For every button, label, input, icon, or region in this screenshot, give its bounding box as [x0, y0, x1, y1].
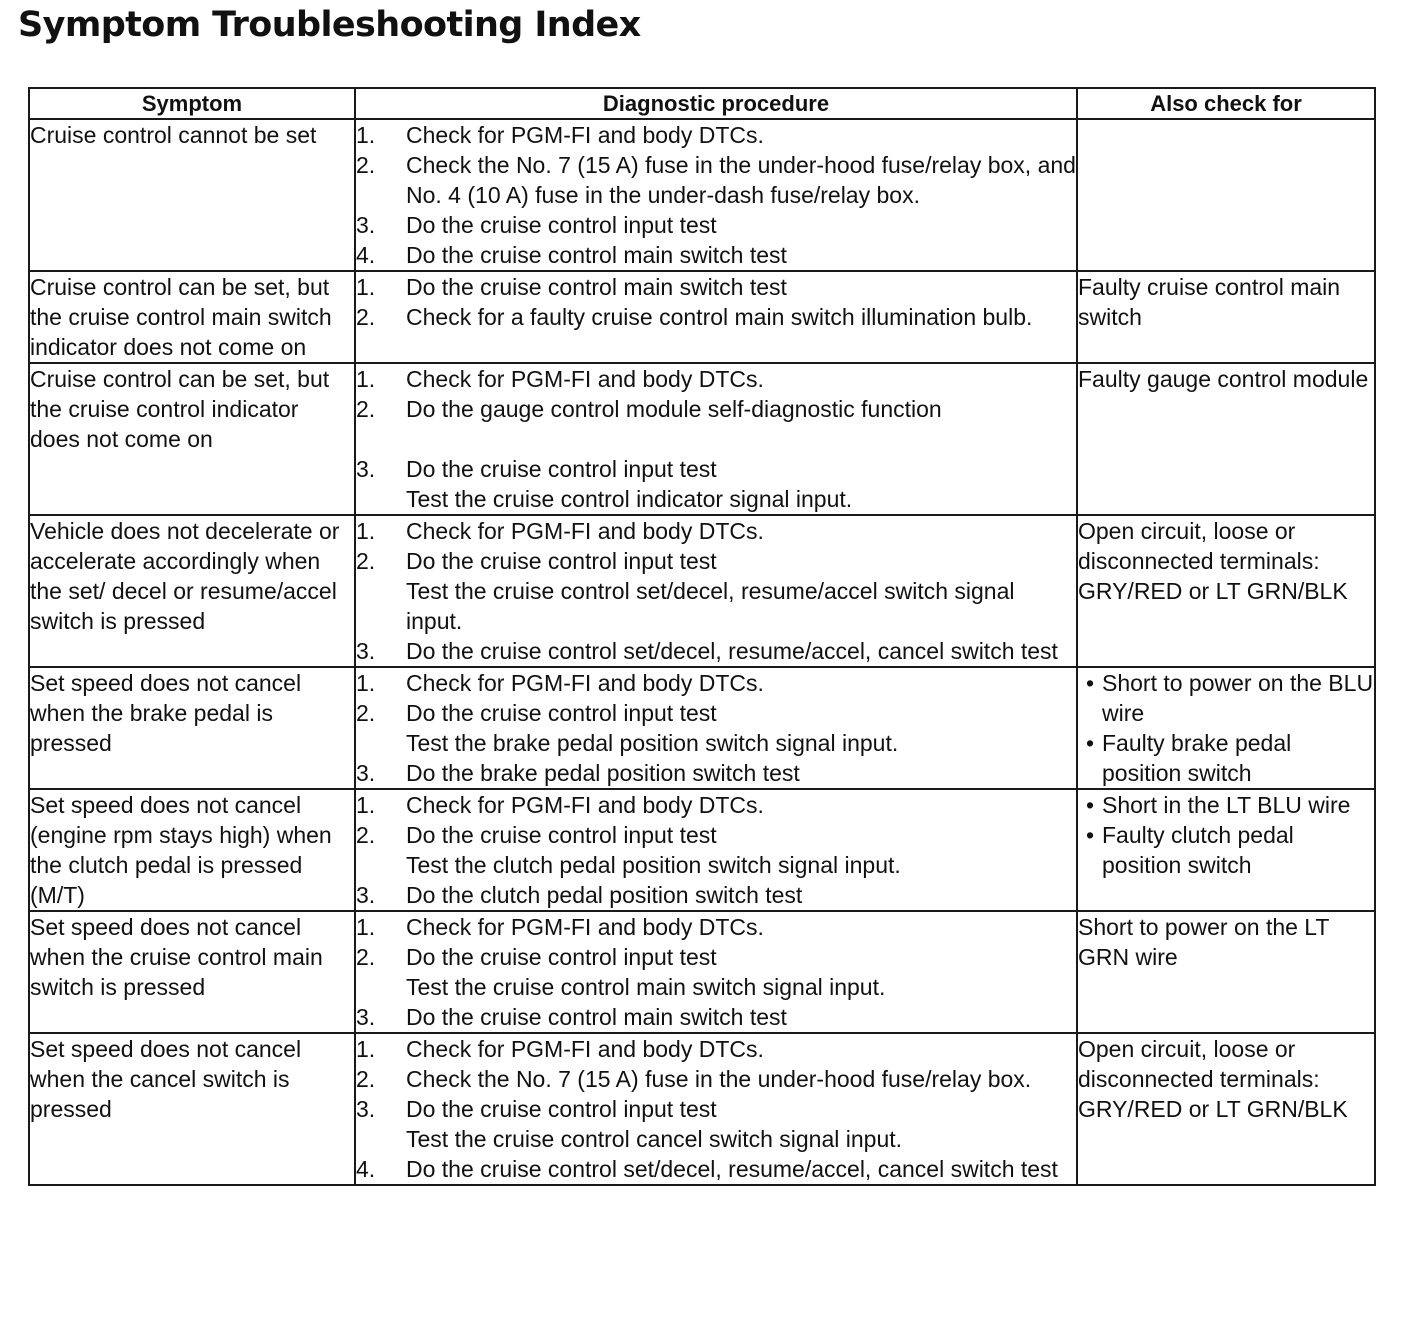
also-check-item [1078, 728, 1374, 788]
procedure-step [356, 454, 1076, 514]
step-text: Do the cruise control main switch test [406, 1004, 787, 1030]
also-check-text: Faulty brake pedal position switch [1102, 730, 1292, 786]
procedure-cell [355, 515, 1077, 667]
table-row [29, 1033, 1375, 1185]
procedure-step [356, 546, 1076, 636]
procedure-step [356, 636, 1076, 666]
step-text: Do the cruise control input test [406, 548, 717, 574]
step-text: Do the cruise control input test [406, 212, 717, 238]
step-note: Test the cruise control indicator signal input. [406, 486, 853, 512]
also-check-text: Short in the LT BLU wire [1102, 792, 1351, 818]
column-header-also-check: Also check for [1077, 88, 1375, 119]
procedure-step [356, 394, 1076, 424]
also-check-item [1078, 668, 1374, 728]
column-header-procedure: Diagnostic procedure [355, 88, 1077, 119]
symptom-cell: Cruise control cannot be set [29, 119, 355, 271]
step-number: 2. [356, 548, 376, 574]
procedure-steps [356, 912, 1076, 1032]
procedure-step [356, 912, 1076, 942]
step-number: 2. [356, 304, 376, 330]
step-number: 2. [356, 1066, 376, 1092]
step-text: Do the gauge control module self-diagnostic function [406, 396, 942, 422]
also-check-cell [1077, 789, 1375, 911]
procedure-steps [356, 364, 1076, 514]
step-text: Check for PGM-FI and body DTCs. [406, 1036, 764, 1062]
step-text: Check for a faulty cruise control main switch illumination bulb. [406, 304, 1033, 330]
procedure-step [356, 942, 1076, 1002]
symptom-cell: Cruise control can be set, but the cruise control main switch indicator does not come on [29, 271, 355, 363]
procedure-step [356, 364, 1076, 394]
step-note: Test the cruise control set/decel, resume/accel switch signal input. [406, 578, 1015, 634]
step-text: Do the cruise control input test [406, 822, 717, 848]
step-text: Check for PGM-FI and body DTCs. [406, 792, 764, 818]
also-check-cell: Faulty cruise control main switch [1077, 271, 1375, 363]
procedure-cell [355, 119, 1077, 271]
bullet-icon: • [1085, 670, 1095, 696]
step-number: 3. [356, 760, 376, 786]
also-check-cell: Open circuit, loose or disconnected terminals: GRY/RED or LT GRN/BLK [1077, 1033, 1375, 1185]
table-row [29, 667, 1375, 789]
procedure-cell [355, 363, 1077, 515]
step-text: Do the cruise control main switch test [406, 274, 787, 300]
step-number: 3. [356, 1096, 376, 1122]
procedure-step [356, 820, 1076, 880]
table-header-row [29, 88, 1375, 119]
step-number: 1. [356, 122, 376, 148]
procedure-step [356, 790, 1076, 820]
procedure-cell [355, 1033, 1077, 1185]
procedure-step [356, 698, 1076, 758]
step-text: Do the cruise control set/decel, resume/accel, cancel switch test [406, 1156, 1058, 1182]
step-number: 2. [356, 152, 376, 178]
also-check-list [1078, 668, 1374, 788]
step-note: Test the brake pedal position switch signal input. [406, 730, 899, 756]
also-check-list [1078, 790, 1374, 880]
procedure-step [356, 758, 1076, 788]
also-check-item [1078, 790, 1374, 820]
step-text: Check for PGM-FI and body DTCs. [406, 366, 764, 392]
procedure-step [356, 1154, 1076, 1184]
procedure-step [356, 150, 1076, 210]
step-number: 4. [356, 1156, 376, 1182]
step-number: 2. [356, 822, 376, 848]
symptom-cell: Cruise control can be set, but the cruise control indicator does not come on [29, 363, 355, 515]
step-number: 1. [356, 366, 376, 392]
step-number: 3. [356, 882, 376, 908]
step-note: Test the cruise control main switch signal input. [406, 974, 886, 1000]
bullet-icon: • [1085, 792, 1095, 818]
symptom-index-table [28, 87, 1376, 1186]
procedure-steps [356, 272, 1076, 332]
step-text: Do the cruise control input test [406, 700, 717, 726]
procedure-step [356, 1034, 1076, 1064]
step-number: 1. [356, 1036, 376, 1062]
step-text: Do the brake pedal position switch test [406, 760, 800, 786]
step-number: 3. [356, 1004, 376, 1030]
procedure-steps [356, 668, 1076, 788]
also-check-cell [1077, 667, 1375, 789]
page-title: Symptom Troubleshooting Index [18, 5, 641, 45]
procedure-step [356, 516, 1076, 546]
procedure-cell [355, 271, 1077, 363]
step-note: Test the cruise control cancel switch signal input. [406, 1126, 903, 1152]
procedure-steps [356, 120, 1076, 270]
table-row [29, 789, 1375, 911]
procedure-step [356, 302, 1076, 332]
also-check-text: Faulty clutch pedal position switch [1102, 822, 1294, 878]
table-row [29, 271, 1375, 363]
procedure-cell [355, 911, 1077, 1033]
also-check-cell: Short to power on the LT GRN wire [1077, 911, 1375, 1033]
step-number: 2. [356, 944, 376, 970]
table-row [29, 515, 1375, 667]
table-row [29, 119, 1375, 271]
also-check-cell [1077, 119, 1375, 271]
step-text: Check the No. 7 (15 A) fuse in the under-hood fuse/relay box, and No. 4 (10 A) fuse in the under-dash fuse/relay box. [406, 152, 1076, 208]
also-check-item [1078, 820, 1374, 880]
bullet-icon: • [1085, 730, 1095, 756]
procedure-step [356, 1064, 1076, 1094]
also-check-cell: Open circuit, loose or disconnected terminals: GRY/RED or LT GRN/BLK [1077, 515, 1375, 667]
step-note: Test the clutch pedal position switch signal input. [406, 852, 901, 878]
procedure-steps [356, 1034, 1076, 1184]
step-number: 2. [356, 700, 376, 726]
step-text: Do the cruise control set/decel, resume/accel, cancel switch test [406, 638, 1058, 664]
procedure-steps [356, 516, 1076, 666]
step-text: Check the No. 7 (15 A) fuse in the under-hood fuse/relay box. [406, 1066, 1032, 1092]
step-text: Do the clutch pedal position switch test [406, 882, 803, 908]
step-number: 4. [356, 242, 376, 268]
also-check-text: Short to power on the BLU wire [1102, 670, 1374, 726]
step-text: Do the cruise control main switch test [406, 242, 787, 268]
step-number: 1. [356, 670, 376, 696]
step-text: Check for PGM-FI and body DTCs. [406, 670, 764, 696]
step-text: Check for PGM-FI and body DTCs. [406, 914, 764, 940]
table-row [29, 911, 1375, 1033]
step-number: 1. [356, 914, 376, 940]
symptom-cell: Set speed does not cancel when the cancel switch is pressed [29, 1033, 355, 1185]
also-check-cell: Faulty gauge control module [1077, 363, 1375, 515]
procedure-step [356, 120, 1076, 150]
step-text: Do the cruise control input test [406, 944, 717, 970]
procedure-step [356, 1094, 1076, 1154]
step-text: Check for PGM-FI and body DTCs. [406, 518, 764, 544]
bullet-icon: • [1085, 822, 1095, 848]
step-text: Do the cruise control input test [406, 456, 717, 482]
symptom-cell: Vehicle does not decelerate or accelerate accordingly when the set/ decel or resume/accel switch is pressed [29, 515, 355, 667]
step-number: 2. [356, 396, 376, 422]
step-number: 1. [356, 274, 376, 300]
symptom-cell: Set speed does not cancel when the cruise control main switch is pressed [29, 911, 355, 1033]
step-number: 3. [356, 638, 376, 664]
procedure-step [356, 272, 1076, 302]
table-row [29, 363, 1375, 515]
procedure-steps [356, 790, 1076, 910]
procedure-cell [355, 789, 1077, 911]
procedure-step [356, 210, 1076, 240]
column-header-symptom: Symptom [29, 88, 355, 119]
step-number: 1. [356, 518, 376, 544]
procedure-step [356, 240, 1076, 270]
procedure-step [356, 668, 1076, 698]
step-number: 3. [356, 212, 376, 238]
procedure-step [356, 1002, 1076, 1032]
step-text: Check for PGM-FI and body DTCs. [406, 122, 764, 148]
procedure-cell [355, 667, 1077, 789]
step-number: 1. [356, 792, 376, 818]
step-number: 3. [356, 456, 376, 482]
step-text: Do the cruise control input test [406, 1096, 717, 1122]
procedure-step [356, 880, 1076, 910]
symptom-cell: Set speed does not cancel (engine rpm stays high) when the clutch pedal is pressed (M/T) [29, 789, 355, 911]
symptom-cell: Set speed does not cancel when the brake pedal is pressed [29, 667, 355, 789]
